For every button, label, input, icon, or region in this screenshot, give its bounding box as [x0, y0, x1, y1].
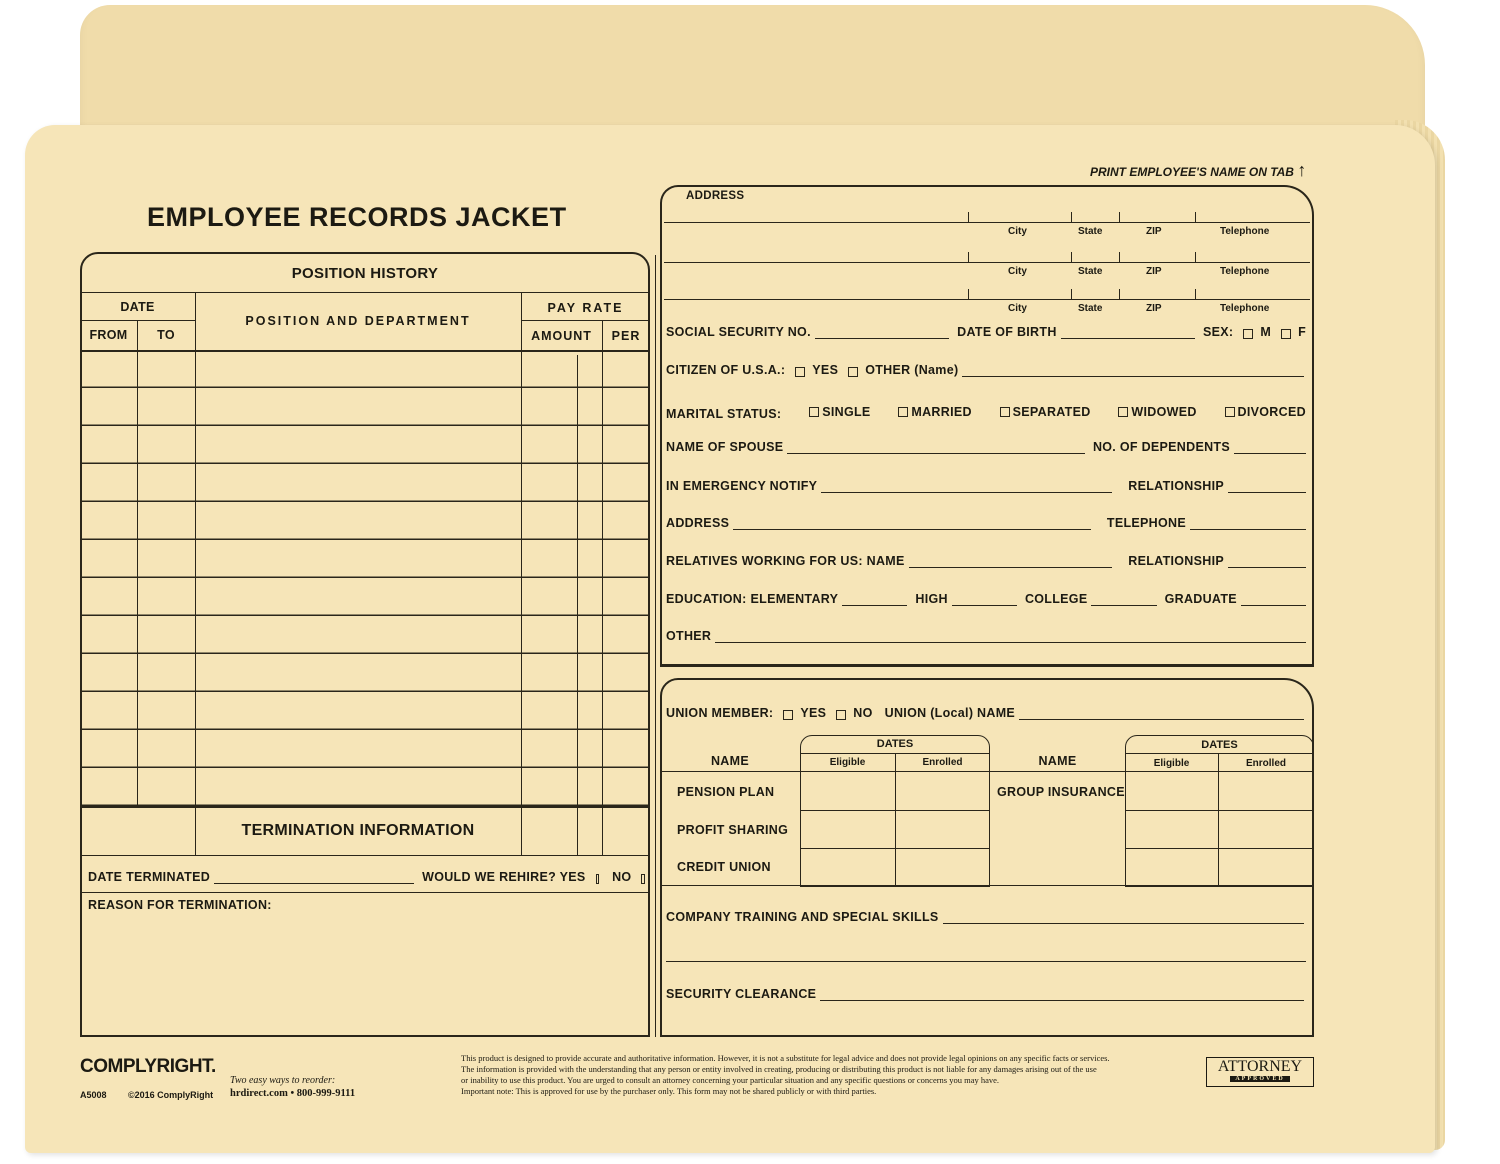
profit-sharing-label: PROFIT SHARING — [677, 823, 789, 837]
union-name-label: UNION (Local) NAME — [884, 706, 1016, 720]
city-label: City — [1008, 226, 1027, 237]
disclaimer-line: This product is designed to provide accurate and authoritative information. However, it is not a substitute for legal advice and does not provide legal opinions on any specific facts or services. — [461, 1053, 1110, 1063]
spouse-field[interactable] — [787, 442, 1085, 454]
spouse-label: NAME OF SPOUSE — [666, 440, 784, 454]
sex-f-label: F — [1298, 325, 1306, 339]
reorder-contact: hrdirect.com • 800-999-9111 — [230, 1088, 356, 1099]
city-label: City — [1008, 266, 1027, 277]
emergency-relationship-label: RELATIONSHIP — [1128, 479, 1224, 493]
date-header: DATE — [120, 300, 155, 314]
attorney-approved-badge — [1206, 1057, 1314, 1087]
separated-label: SEPARATED — [1012, 405, 1091, 419]
relatives-field[interactable] — [909, 556, 1113, 568]
date-terminated-label: DATE TERMINATED — [88, 870, 211, 884]
marital-label: MARITAL STATUS: — [666, 407, 782, 421]
training-field[interactable] — [943, 912, 1304, 924]
citizen-row — [666, 363, 1308, 377]
citizen-yes-label: YES — [812, 363, 839, 377]
zip-label: ZIP — [1146, 266, 1162, 277]
security-label: SECURITY CLEARANCE — [666, 987, 817, 1001]
security-field[interactable] — [820, 989, 1304, 1001]
zip-label: ZIP — [1146, 226, 1162, 237]
spouse-row — [666, 440, 1310, 454]
dates-header-1: DATES — [876, 738, 914, 750]
relatives-relationship-field[interactable] — [1228, 556, 1306, 568]
security-row — [666, 987, 1308, 1001]
union-yes-label: YES — [800, 706, 827, 720]
reason-field[interactable] — [82, 915, 648, 1035]
group-insurance-label: GROUP INSURANCE — [997, 785, 1125, 799]
college-field[interactable] — [1091, 594, 1156, 606]
reorder-text: Two easy ways to reorder: — [230, 1075, 336, 1086]
dob-field[interactable] — [1061, 327, 1195, 339]
graduate-field[interactable] — [1241, 594, 1306, 606]
relatives-relationship-label: RELATIONSHIP — [1128, 554, 1224, 568]
single-checkbox[interactable] — [809, 407, 819, 417]
emergency-field[interactable] — [821, 481, 1112, 493]
form-code: A5008 — [80, 1090, 107, 1100]
relatives-label: RELATIVES WORKING FOR US: NAME — [666, 554, 905, 568]
complyright-logo: COMPLYRIGHT. — [80, 1056, 216, 1077]
dob-label: DATE OF BIRTH — [957, 325, 1057, 339]
high-field[interactable] — [952, 594, 1017, 606]
sex-m-label: M — [1260, 325, 1272, 339]
citizen-yes-checkbox[interactable] — [795, 367, 805, 377]
ssn-field[interactable] — [815, 327, 949, 339]
rehire-no-label: NO — [612, 870, 632, 884]
per-header: PER — [611, 329, 641, 343]
widowed-checkbox[interactable] — [1118, 407, 1128, 417]
dates-header-2: DATES — [1201, 739, 1238, 751]
high-label: HIGH — [915, 592, 948, 606]
name-header-1: NAME — [710, 754, 749, 768]
disclaimer-line: or inability to use this product. You are urged to consult an attorney concerning your particular situation and any specific questions or concerns you may have. — [461, 1075, 1000, 1085]
telephone-label: Telephone — [1220, 226, 1270, 237]
rehire-label: WOULD WE REHIRE? YES — [422, 870, 586, 884]
emergency-label: IN EMERGENCY NOTIFY — [666, 479, 818, 493]
citizen-other-field[interactable] — [962, 365, 1304, 377]
telephone-label: Telephone — [1220, 303, 1270, 314]
emergency-address-label: ADDRESS — [666, 516, 730, 530]
tab-note — [1090, 160, 1306, 181]
pension-plan-label: PENSION PLAN — [677, 785, 775, 799]
eligible-header-2: Eligible — [1153, 758, 1190, 769]
union-yes-checkbox[interactable] — [783, 710, 793, 720]
union-no-label: NO — [853, 706, 873, 720]
credit-union-label: CREDIT UNION — [677, 860, 771, 874]
dependents-field[interactable] — [1234, 442, 1306, 454]
dependents-label: NO. OF DEPENDENTS — [1092, 440, 1230, 454]
married-label: MARRIED — [911, 405, 972, 419]
separated-checkbox[interactable] — [1000, 407, 1010, 417]
sex-m-checkbox[interactable] — [1243, 329, 1253, 339]
rehire-yes-checkbox[interactable] — [596, 874, 600, 884]
education-row — [666, 592, 1310, 606]
page-title: EMPLOYEE RECORDS JACKET — [147, 202, 567, 232]
name-header-2: NAME — [1038, 754, 1077, 768]
approved-text: APPROVED — [1230, 1076, 1290, 1082]
state-label: State — [1078, 266, 1103, 277]
enrolled-header-2: Enrolled — [1245, 758, 1286, 769]
relatives-row — [666, 554, 1310, 568]
position-header: POSITION AND DEPARTMENT — [245, 314, 471, 328]
termination-heading: TERMINATION INFORMATION — [241, 822, 475, 839]
citizen-other-label: OTHER (Name) — [865, 363, 959, 377]
emergency-relationship-field[interactable] — [1228, 481, 1306, 493]
rehire-no-checkbox[interactable] — [641, 874, 645, 884]
elementary-field[interactable] — [842, 594, 907, 606]
enrolled-header-1: Enrolled — [922, 757, 963, 768]
from-header: FROM — [89, 328, 128, 342]
union-name-field[interactable] — [1019, 708, 1304, 720]
position-history-heading: POSITION HISTORY — [291, 265, 439, 282]
reason-label: REASON FOR TERMINATION: — [88, 898, 272, 912]
citizen-other-checkbox[interactable] — [848, 367, 858, 377]
ssn-row — [666, 325, 1306, 339]
other-field[interactable] — [715, 631, 1306, 643]
telephone-label: Telephone — [1220, 266, 1270, 277]
graduate-label: GRADUATE — [1164, 592, 1237, 606]
disclaimer-line: Important note: This is approved for use by the purchaser only. This form may not be shared publicly or with third parties. — [461, 1086, 877, 1096]
college-label: COLLEGE — [1024, 592, 1088, 606]
sex-label: SEX: — [1202, 325, 1234, 339]
date-terminated-field[interactable] — [214, 872, 414, 884]
emergency-address-row — [666, 516, 1310, 530]
arrow-up-icon: ↑ — [1297, 160, 1307, 180]
marital-row — [666, 403, 1306, 421]
other-label: OTHER — [666, 629, 712, 643]
tab-note-text: PRINT EMPLOYEE'S NAME ON TAB — [1090, 165, 1294, 179]
address-label: ADDRESS — [686, 190, 745, 202]
address-line[interactable] — [664, 299, 1310, 300]
pay-rate-header: PAY RATE — [547, 301, 624, 315]
emergency-address-field[interactable] — [733, 518, 1091, 530]
divorced-checkbox[interactable] — [1225, 407, 1235, 417]
married-checkbox[interactable] — [898, 407, 908, 417]
to-header: TO — [157, 328, 175, 342]
union-row — [666, 706, 1308, 720]
state-label: State — [1078, 226, 1103, 237]
copyright: ©2016 ComplyRight — [128, 1090, 214, 1100]
citizen-label: CITIZEN OF U.S.A.: — [666, 363, 786, 377]
address-line[interactable] — [664, 262, 1310, 263]
widowed-label: WIDOWED — [1131, 405, 1197, 419]
date-terminated-row — [88, 870, 648, 884]
city-label: City — [1008, 303, 1027, 314]
amount-header: AMOUNT — [531, 329, 592, 343]
emergency-telephone-label: TELEPHONE — [1106, 516, 1186, 530]
other-row — [666, 629, 1310, 643]
eligible-header-1: Eligible — [829, 757, 866, 768]
disclaimer — [461, 1053, 1141, 1097]
union-label: UNION MEMBER: — [666, 706, 774, 720]
sex-f-checkbox[interactable] — [1281, 329, 1291, 339]
zip-label: ZIP — [1146, 303, 1162, 314]
training-row — [666, 910, 1308, 924]
position-rows — [80, 350, 650, 808]
emergency-row — [666, 479, 1310, 493]
divorced-label: DIVORCED — [1237, 405, 1306, 419]
single-label: SINGLE — [822, 405, 871, 419]
union-no-checkbox[interactable] — [836, 710, 846, 720]
disclaimer-line: The information is provided with the understanding that any person or entity involved in creating, producing or distributing this product is not liable for any damages arising out of the use — [461, 1064, 1097, 1074]
attorney-text: ATTORNEY — [1217, 1058, 1303, 1075]
emergency-telephone-field[interactable] — [1190, 518, 1306, 530]
elementary-label: ELEMENTARY — [750, 592, 839, 606]
training-label: COMPANY TRAINING AND SPECIAL SKILLS — [666, 910, 939, 924]
education-label: EDUCATION: — [666, 592, 747, 606]
ssn-label: SOCIAL SECURITY NO. — [666, 325, 811, 339]
state-label: State — [1078, 303, 1103, 314]
address-line[interactable] — [664, 222, 1310, 223]
